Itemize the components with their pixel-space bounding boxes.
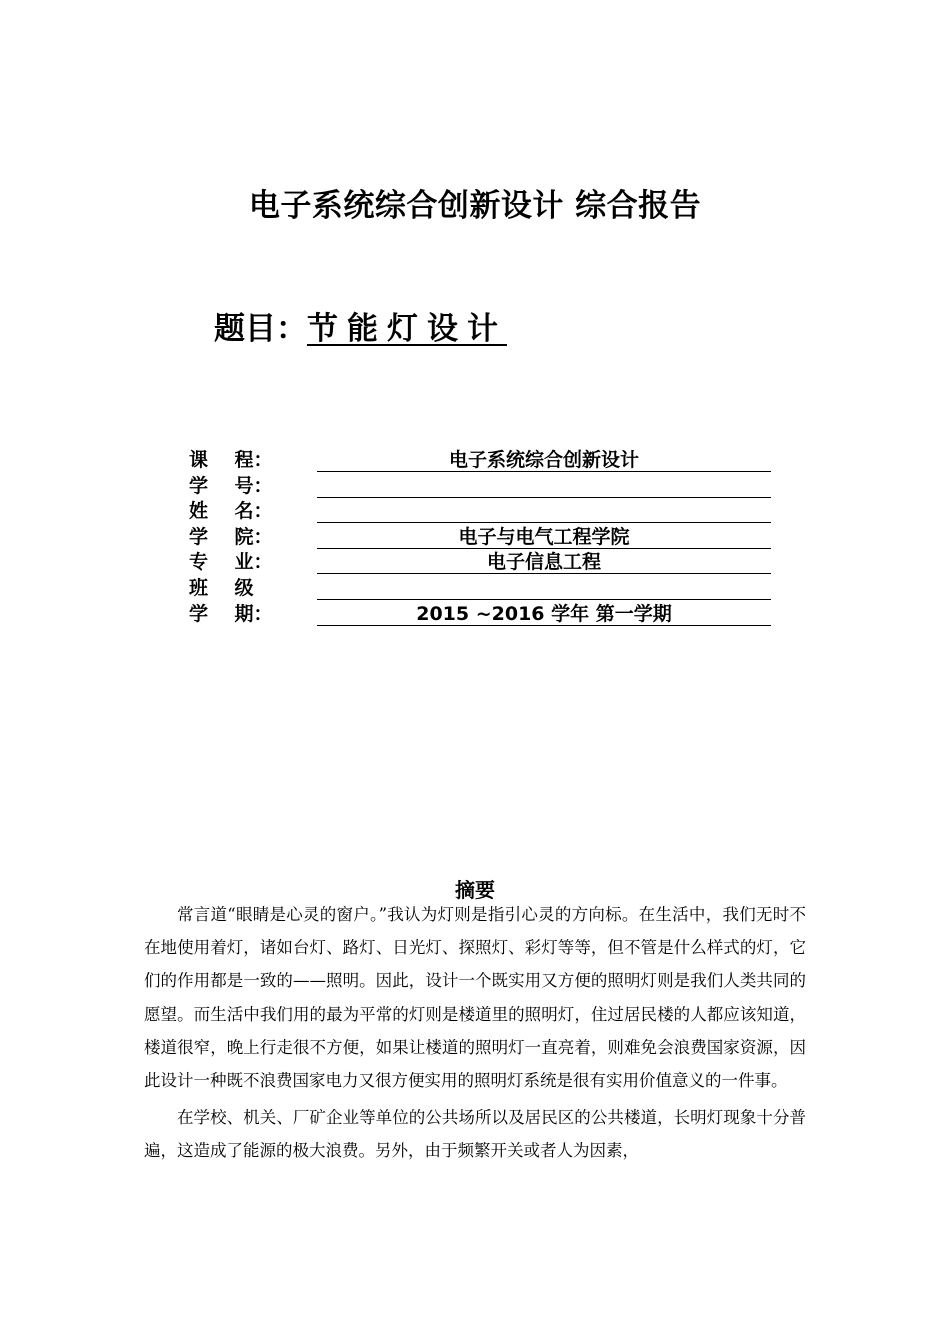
- cover-info-table: [189, 447, 771, 626]
- info-row-student-id: [189, 473, 771, 499]
- info-row-course: [189, 447, 771, 473]
- info-value: [317, 498, 771, 523]
- topic-line: [214, 303, 507, 348]
- info-label: 班 级: [189, 576, 254, 599]
- report-title: 电子系统综合创新设计 综合报告: [248, 188, 702, 224]
- info-row-name: [189, 498, 771, 524]
- info-row-college: [189, 524, 771, 550]
- topic-label: 题目：: [214, 311, 307, 347]
- info-label: 课 程：: [189, 449, 273, 471]
- info-label: 学 号：: [189, 474, 273, 497]
- info-value: 电子与电气工程学院: [317, 524, 771, 549]
- info-value: [317, 473, 771, 498]
- info-value: [317, 575, 771, 600]
- abstract-body: [144, 898, 806, 1172]
- abstract-paragraph: 在学校、机关、厂矿企业等单位的公共场所以及居民区的公共楼道，长明灯现象十分普遍，这造成了能源的极大浪费。另外，由于频繁开关或者人为因素，: [144, 1108, 806, 1161]
- info-value: 电子系统综合创新设计: [317, 447, 771, 472]
- abstract-paragraph: 常言道“眼睛是心灵的窗户。”我认为灯则是指引心灵的方向标。在生活中，我们无时不在地使用着灯，诸如台灯、路灯、日光灯、探照灯、彩灯等等，但不管是什么样式的灯，它们的作用都是一致的——照明。因此，设计一个既实用又方便的照明灯则是我们人类共同的愿望。而生活中我们用的最为平常的灯则是楼道里的照明灯，住过居民楼的人都应该知道，楼道很窄，晚上行走很不方便，如果让楼道的照明灯一直亮着，则难免会浪费国家资源，因此设计一种既不浪费国家电力又很方便实用的照明灯系统是很有实用价值意义的一件事。: [144, 905, 806, 1091]
- info-label: 专 业：: [189, 551, 273, 574]
- info-label: 学 期：: [189, 602, 273, 625]
- info-value: 2015 ~2016 学年 第一学期: [317, 601, 771, 626]
- info-label: 学 院：: [189, 525, 273, 548]
- info-label: 姓 名：: [189, 500, 273, 523]
- info-row-semester: [189, 601, 771, 627]
- info-row-major: [189, 549, 771, 575]
- abstract-title: 摘要: [455, 878, 495, 902]
- info-value: 电子信息工程: [317, 549, 771, 574]
- info-row-class: [189, 575, 771, 601]
- topic-value: 节能灯设计: [307, 311, 507, 347]
